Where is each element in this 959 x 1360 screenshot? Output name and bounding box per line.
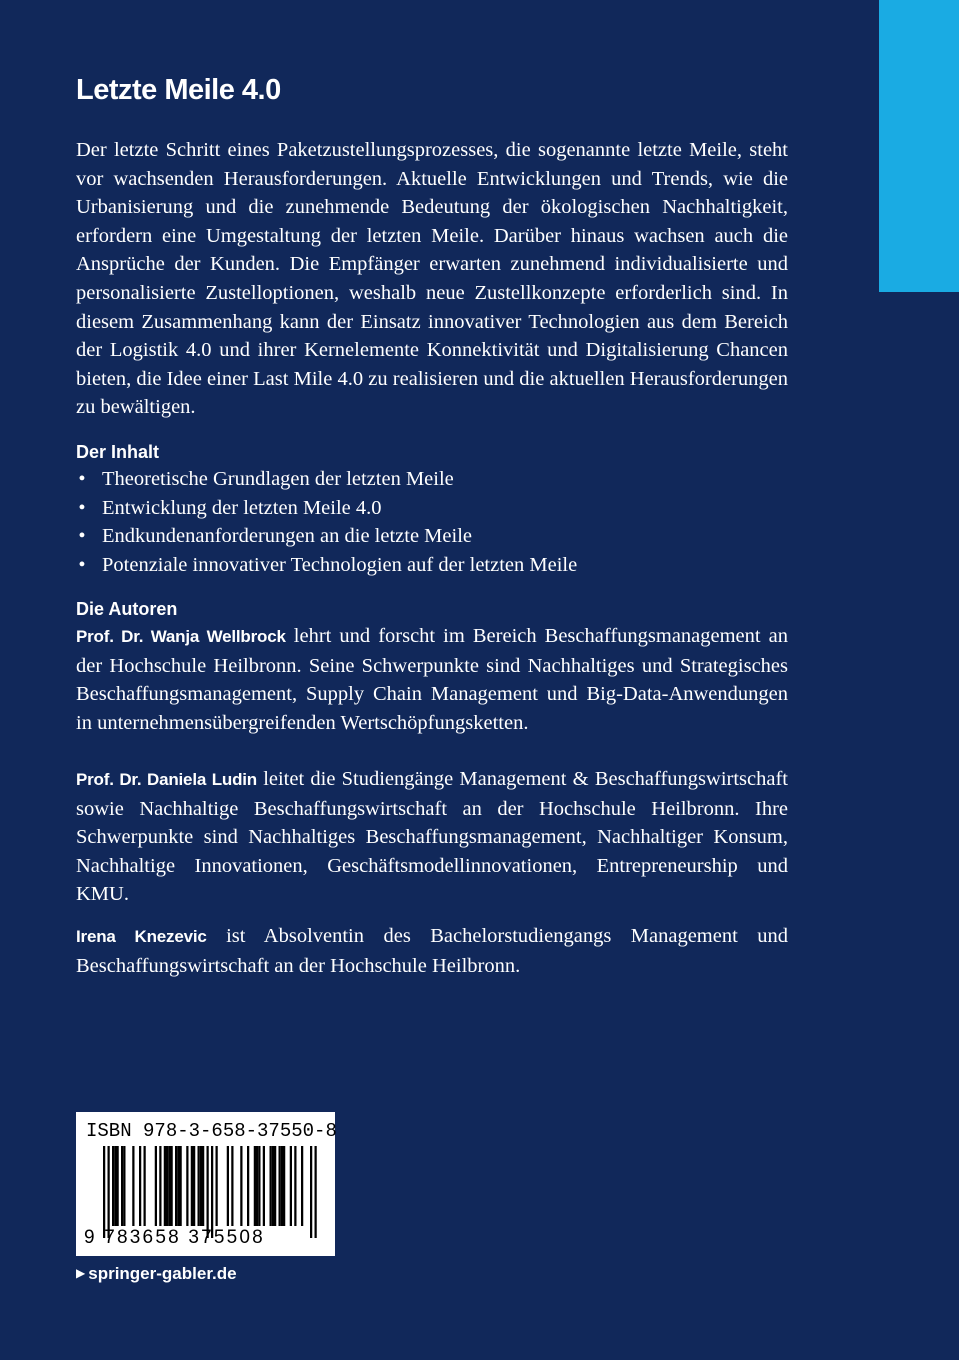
barcode-bar xyxy=(283,1146,285,1226)
barcode-bar xyxy=(123,1146,125,1226)
barcode-bar xyxy=(211,1146,213,1238)
barcode-bar xyxy=(164,1146,166,1226)
barcode-bar xyxy=(281,1146,283,1226)
list-item: • Potenziale innovativer Technologien auf der letzten Meile xyxy=(76,551,577,580)
list-item: • Theoretische Grundlagen der letzten Meile xyxy=(76,465,577,494)
barcode-bar xyxy=(144,1146,146,1226)
barcode-bar xyxy=(171,1146,173,1226)
author-name: Irena Knezevic xyxy=(76,927,207,946)
barcode-bar xyxy=(294,1146,296,1226)
barcode-bar xyxy=(216,1146,218,1226)
barcode-bar xyxy=(132,1146,134,1226)
isbn-label: ISBN 978-3-658-37550-8 xyxy=(86,1120,337,1142)
barcode-bar xyxy=(186,1146,188,1226)
contents-list xyxy=(76,465,577,579)
barcode-bar xyxy=(103,1146,105,1238)
barcode-bar xyxy=(193,1146,195,1226)
bullet-icon: • xyxy=(78,553,86,576)
barcode-bar xyxy=(202,1146,204,1226)
intro-paragraph: Der letzte Schritt eines Paketzustellungsprozesses, die sogenannte letzte Meile, steht vor wachsenden Herausforderungen. Aktuelle Entwicklungen und Trends, wie die Urbanisierung und die zunehmende Bedeutung der ökologischen Nachhaltigkeit, erfordern eine Umgestaltung der letzten Meile. Darüber hinaus wachsen auch die Ansprüche der Kunden. Die Empfänger erwarten zunehmend individualisierte und personalisierte Zustelloptionen, weshalb neue Zustellkonzepte erforderlich sind. In diesem Zusammenhang kann der Einsatz innovativer Technologien aus dem Bereich der Logistik 4.0 und ihrer Kernelemente Konnektivität und Digitalisierung Chancen bieten, die Idee einer Last Mile 4.0 zu realisieren und die aktuellen Herausforderungen zu bewältigen. xyxy=(76,139,788,419)
barcode-bar xyxy=(139,1146,141,1226)
book-title: Letzte Meile 4.0 xyxy=(76,74,281,106)
publisher-url: springer-gabler.de xyxy=(88,1264,237,1283)
barcode-bar xyxy=(200,1146,202,1226)
barcode-bar xyxy=(315,1146,317,1238)
barcode-bar xyxy=(175,1146,177,1226)
barcode-bar xyxy=(279,1146,281,1226)
barcode-bar xyxy=(177,1146,179,1226)
accent-bar xyxy=(879,0,959,292)
authors-heading: Die Autoren xyxy=(76,599,178,619)
barcode-bar xyxy=(112,1146,114,1226)
barcode-bar xyxy=(274,1146,276,1226)
author-bio: Prof. Dr. Daniela Ludin leitet die Studiengänge Management & Beschaffungswirtschaft sowie Nachhaltige Beschaffungswirtschaft an der Hochschule Heilbronn. Ihre Schwerpunkte sind Nachhaltiges Beschaffungsmanagement, Nachhaltiger Konsum, Nachhaltige Innovationen, Geschäftsmodellinnovationen, Entrepreneurship und KMU. xyxy=(76,768,788,906)
barcode-bar xyxy=(310,1146,312,1238)
barcode-bar xyxy=(168,1146,170,1226)
barcode-bar xyxy=(198,1146,200,1226)
barcode-bar xyxy=(231,1146,233,1226)
barcode-bar xyxy=(258,1146,260,1226)
barcode-bar xyxy=(207,1146,209,1238)
barcode-bar xyxy=(159,1146,161,1226)
bullet-icon: • xyxy=(78,468,86,490)
author-bio: Prof. Dr. Wanja Wellbrock lehrt und forscht im Bereich Beschaffungsmanagement an der Hochschule Heilbronn. Seine Schwerpunkte sind Nachhaltiges und Strategisches Beschaffungsmanagement, Supply Chain Management und Big-Data-Anwendungen in unternehmensübergreifenden Wertschöpfungsketten. xyxy=(76,625,789,734)
barcode-bar xyxy=(301,1146,303,1226)
barcode-bar xyxy=(254,1146,256,1226)
barcode-bar xyxy=(117,1146,119,1226)
barcode-bar xyxy=(272,1146,274,1226)
barcode-bar xyxy=(155,1146,157,1226)
barcode-bar xyxy=(240,1146,242,1226)
barcode-bar xyxy=(256,1146,258,1226)
barcode-bar xyxy=(290,1146,292,1226)
barcode-bar xyxy=(166,1146,168,1226)
arrow-right-icon: ▶ xyxy=(76,1266,86,1280)
barcode-bar xyxy=(247,1146,249,1226)
barcode-bar xyxy=(263,1146,265,1226)
barcode-bar xyxy=(108,1146,110,1238)
barcode-digits: 9 783658 375508 xyxy=(84,1227,265,1248)
barcode-bar xyxy=(121,1146,123,1226)
barcode xyxy=(76,1112,335,1256)
barcode-bar xyxy=(227,1146,229,1226)
bullet-icon: • xyxy=(78,496,86,519)
author-name: Prof. Dr. Wanja Wellbrock xyxy=(76,627,286,646)
barcode-bar xyxy=(270,1146,272,1226)
publisher-link[interactable] xyxy=(76,1262,237,1285)
author-name: Prof. Dr. Daniela Ludin xyxy=(76,770,257,789)
barcode-bar xyxy=(191,1146,193,1226)
contents-heading: Der Inhalt xyxy=(76,442,160,462)
bullet-icon: • xyxy=(78,525,86,548)
list-item: • Entwicklung der letzten Meile 4.0 xyxy=(76,494,577,523)
barcode-bar xyxy=(180,1146,182,1226)
list-item: • Endkundenanforderungen an die letzte Meile xyxy=(76,522,577,551)
barcode-bar xyxy=(114,1146,116,1226)
author-bio: Irena Knezevic ist Absolventin des Bachelorstudiengangs Management und Beschaffungswirtschaft an der Hochschule Heilbronn. xyxy=(76,925,788,977)
